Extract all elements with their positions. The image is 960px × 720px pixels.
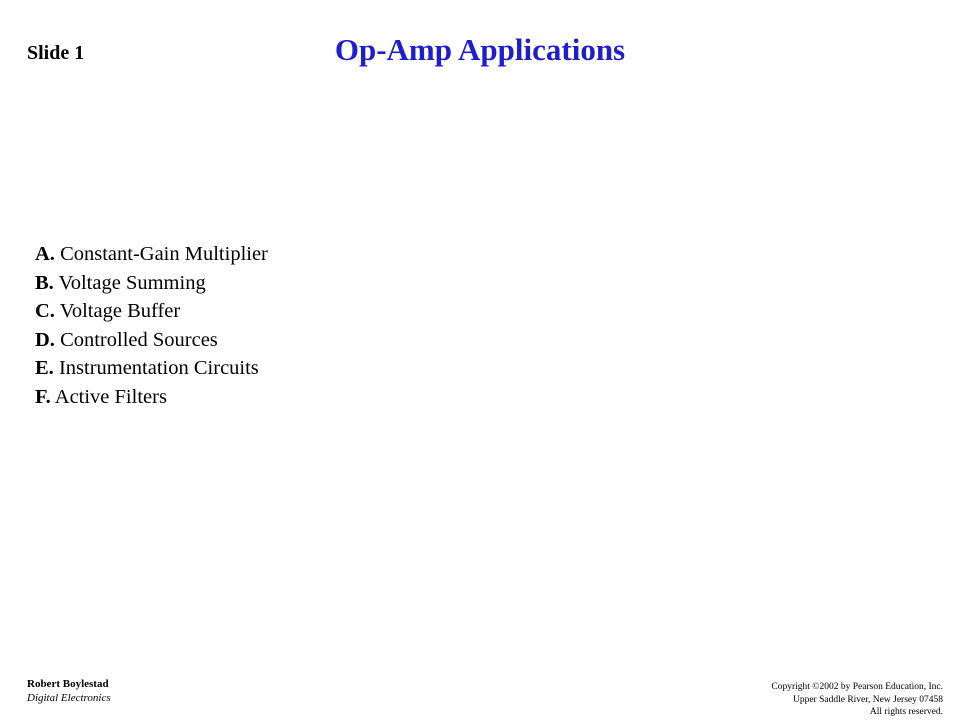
topic-item-d	[35, 326, 268, 355]
topic-text: Active Filters	[54, 385, 167, 408]
topic-text: Controlled Sources	[60, 328, 218, 351]
topic-item-e	[35, 354, 268, 383]
topic-text: Voltage Summing	[58, 271, 206, 294]
footer-author: Robert Boylestad	[27, 678, 109, 690]
topic-item-a	[35, 240, 268, 269]
topic-letter: F.	[35, 385, 51, 408]
footer-credit	[27, 677, 111, 705]
topic-item-c	[35, 297, 268, 326]
topic-letter: D.	[35, 328, 55, 351]
footer-copyright	[771, 681, 943, 719]
topic-text: Constant-Gain Multiplier	[60, 243, 268, 265]
copyright-rights: All rights reserved.	[869, 707, 943, 717]
copyright-line: Copyright ©2002 by Pearson Education, Inc.	[771, 682, 943, 692]
slide-number: Slide 1	[27, 42, 85, 64]
topic-letter: E.	[35, 357, 54, 379]
topic-item-b	[35, 269, 268, 298]
topic-list	[35, 240, 268, 411]
topic-letter: C.	[35, 300, 55, 322]
slide-title: Op-Amp Applications	[334, 32, 626, 67]
topic-text: Instrumentation Circuits	[58, 357, 259, 379]
copyright-address: Upper Saddle River, New Jersey 07458	[792, 694, 943, 705]
footer-book-title: Digital Electronics	[27, 692, 111, 704]
topic-letter: A.	[35, 243, 55, 265]
topic-item-f	[35, 383, 268, 412]
topic-text: Voltage Buffer	[59, 300, 181, 322]
topic-letter: B.	[35, 271, 54, 294]
